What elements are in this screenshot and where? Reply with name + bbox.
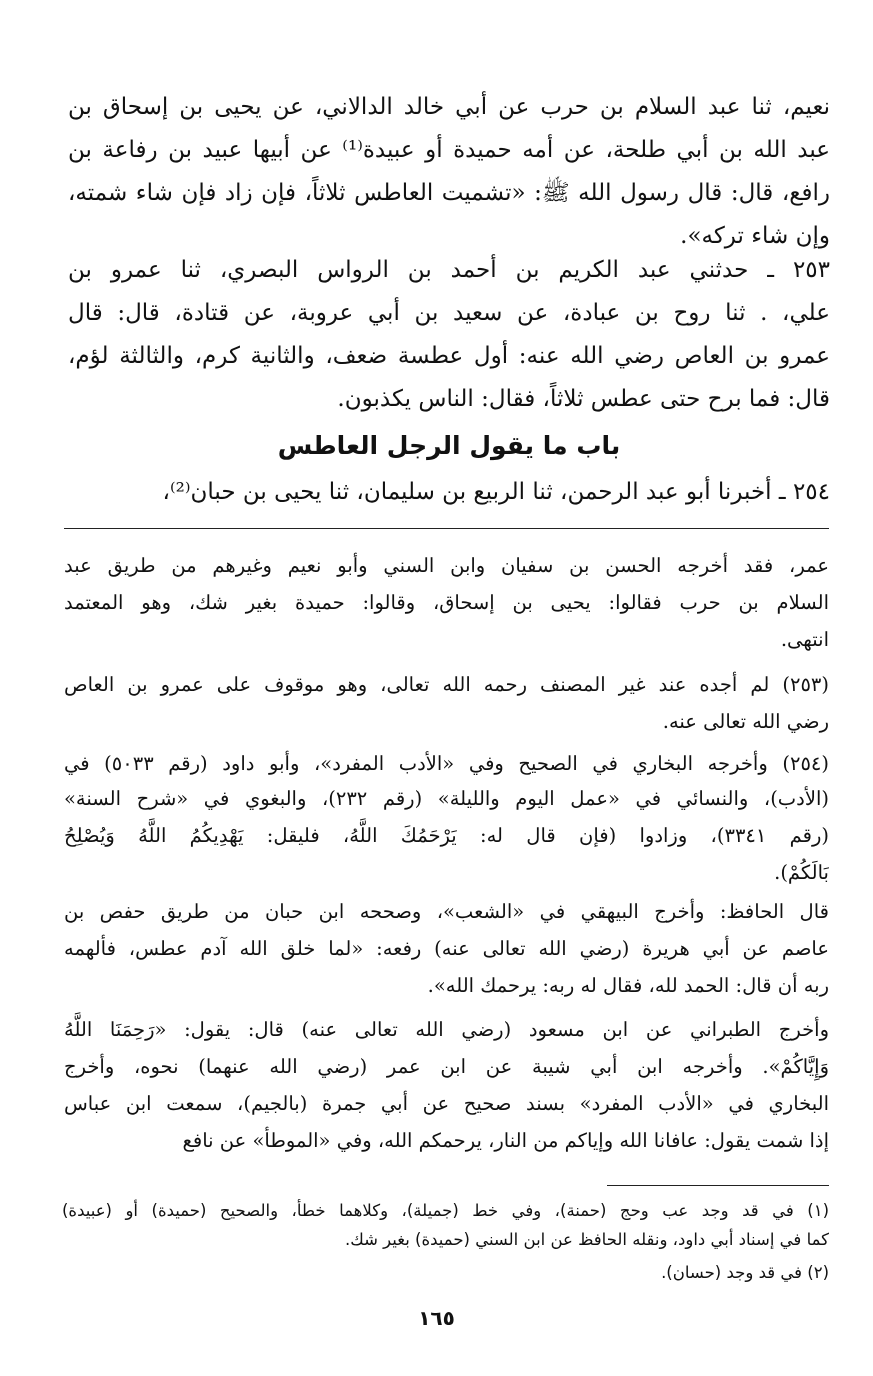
commentary-tabarani [64,1011,829,1163]
commentary-line: البخاري في «الأدب المفرد» بسند صحيح عن أبي جمرة (بالجيم)، سمعت ابن عباس [64,1092,829,1115]
text-line: ٢٥٤ ـ أخبرنا أبو عبد الرحمن، ثنا الربيع بن سليمان، ثنا يحيى بن حبان⁽²⁾، [162,479,830,505]
text-line: ٢٥٣ ـ حدثني عبد الكريم بن أحمد بن الرواس البصري، ثنا عمرو بن [68,257,830,283]
text-line: رافع، قال: قال رسول الله ﷺ: «تشميت العاطس ثلاثاً، فإن زاد فإن شاء شمته، [68,180,830,206]
text-line: نعيم، ثنا عبد السلام بن حرب عن أبي خالد الدالاني، عن يحيى بن إسحاق بن [68,94,830,120]
text-line: قال: فما برح حتى عطس ثلاثاً، فقال: الناس يكذبون. [337,386,830,412]
footnote-divider [607,1185,829,1186]
commentary-continuation [64,547,829,661]
page-number: ١٦٥ [418,1306,455,1330]
commentary-line: (٢٥٣) لم أجده عند غير المصنف رحمه الله تعالى، وهو موقوف على عمرو بن العاص [64,673,829,696]
hadith-252-tail [68,86,830,258]
commentary-line: إذا شمت يقول: عافانا الله وإياكم من النار، يرحمكم الله، وفي «الموطأ» عن نافع [182,1129,829,1152]
hadith-254 [68,471,830,514]
commentary-line: وأخرج الطبراني عن ابن مسعود (رضي الله تعالى عنه) قال: يقول: «رَحِمَنَا اللَّهُ [64,1018,829,1041]
footnote-2 [62,1258,829,1288]
commentary-line: وَإِيَّاكُمْ». وأخرجه ابن أبي شيبة عن ابن عمر (رضي الله عنهما) نحوه، وأخرج [64,1055,829,1078]
hadith-253 [68,249,830,421]
text-line: عبد الله بن أبي طلحة، عن أمه حميدة أو عبيدة⁽¹⁾ عن أبيها عبيد بن رفاعة بن [68,137,830,163]
section-divider [64,528,829,529]
commentary-line: (رقم ٣٣٤١)، وزادوا (فإن قال له: يَرْحَمُكَ اللَّهُ، فليقل: يَهْدِيكُمُ اللَّهُ وَيُصْلِحُ [64,824,829,847]
commentary-line: (الأدب)، والنسائي في «عمل اليوم والليلة» (رقم ٢٣٢)، والبغوي في «شرح السنة» [64,787,829,810]
commentary-line: السلام بن حرب فقالوا: يحيى بن إسحاق، وقالوا: حميدة بغير شك، وهو المعتمد [64,591,829,614]
text-line: علي، . ثنا روح بن عبادة، عن سعيد بن أبي عروبة، عن قتادة، قال: قال [68,300,830,326]
commentary-line: (٢٥٤) وأخرجه البخاري في الصحيح وفي «الأدب المفرد»، وأبو داود (رقم ٥٠٣٣) في [64,752,829,775]
commentary-line: انتهى. [780,628,829,651]
commentary-253 [64,666,829,742]
text-line: عمرو بن العاص رضي الله عنه: أول عطسة ضعف، والثانية كرم، والثالثة لؤم، [68,343,830,369]
footnote-line: (١) في قد وجد عب وحج (حمنة)، وفي خط (جميلة)، وكلاهما خطأ، والصحيح (حميدة) أو (عبيدة) [62,1201,829,1220]
footnote-line: (٢) في قد وجد (حسان). [661,1263,829,1282]
commentary-line: عاصم عن أبي هريرة (رضي الله تعالى عنه) رفعه: «لما خلق الله آدم عطس، فألهمه [64,937,829,960]
commentary-254 [64,745,829,897]
commentary-line: عمر، فقد أخرجه الحسن بن سفيان وابن السني وأبو نعيم وغيرهم من طريق عبد [64,554,829,577]
chapter-heading: باب ما يقول الرجل العاطس [277,431,621,460]
footnote-line: كما في إسناد أبي داود، ونقله الحافظ عن ابن السني (حميدة) بغير شك. [344,1230,829,1249]
footnote-1 [62,1196,829,1256]
commentary-line: ربه أن قال: الحمد لله، فقال له ربه: يرحمك الله». [427,974,829,997]
commentary-line: بَالَكُمْ). [774,861,829,884]
text-line: وإن شاء تركه». [680,223,830,249]
commentary-hafiz [64,893,829,1007]
commentary-line: قال الحافظ: وأخرج البيهقي في «الشعب»، وصححه ابن حبان من طريق حفص بن [64,900,829,923]
commentary-line: رضي الله تعالى عنه. [662,710,829,733]
